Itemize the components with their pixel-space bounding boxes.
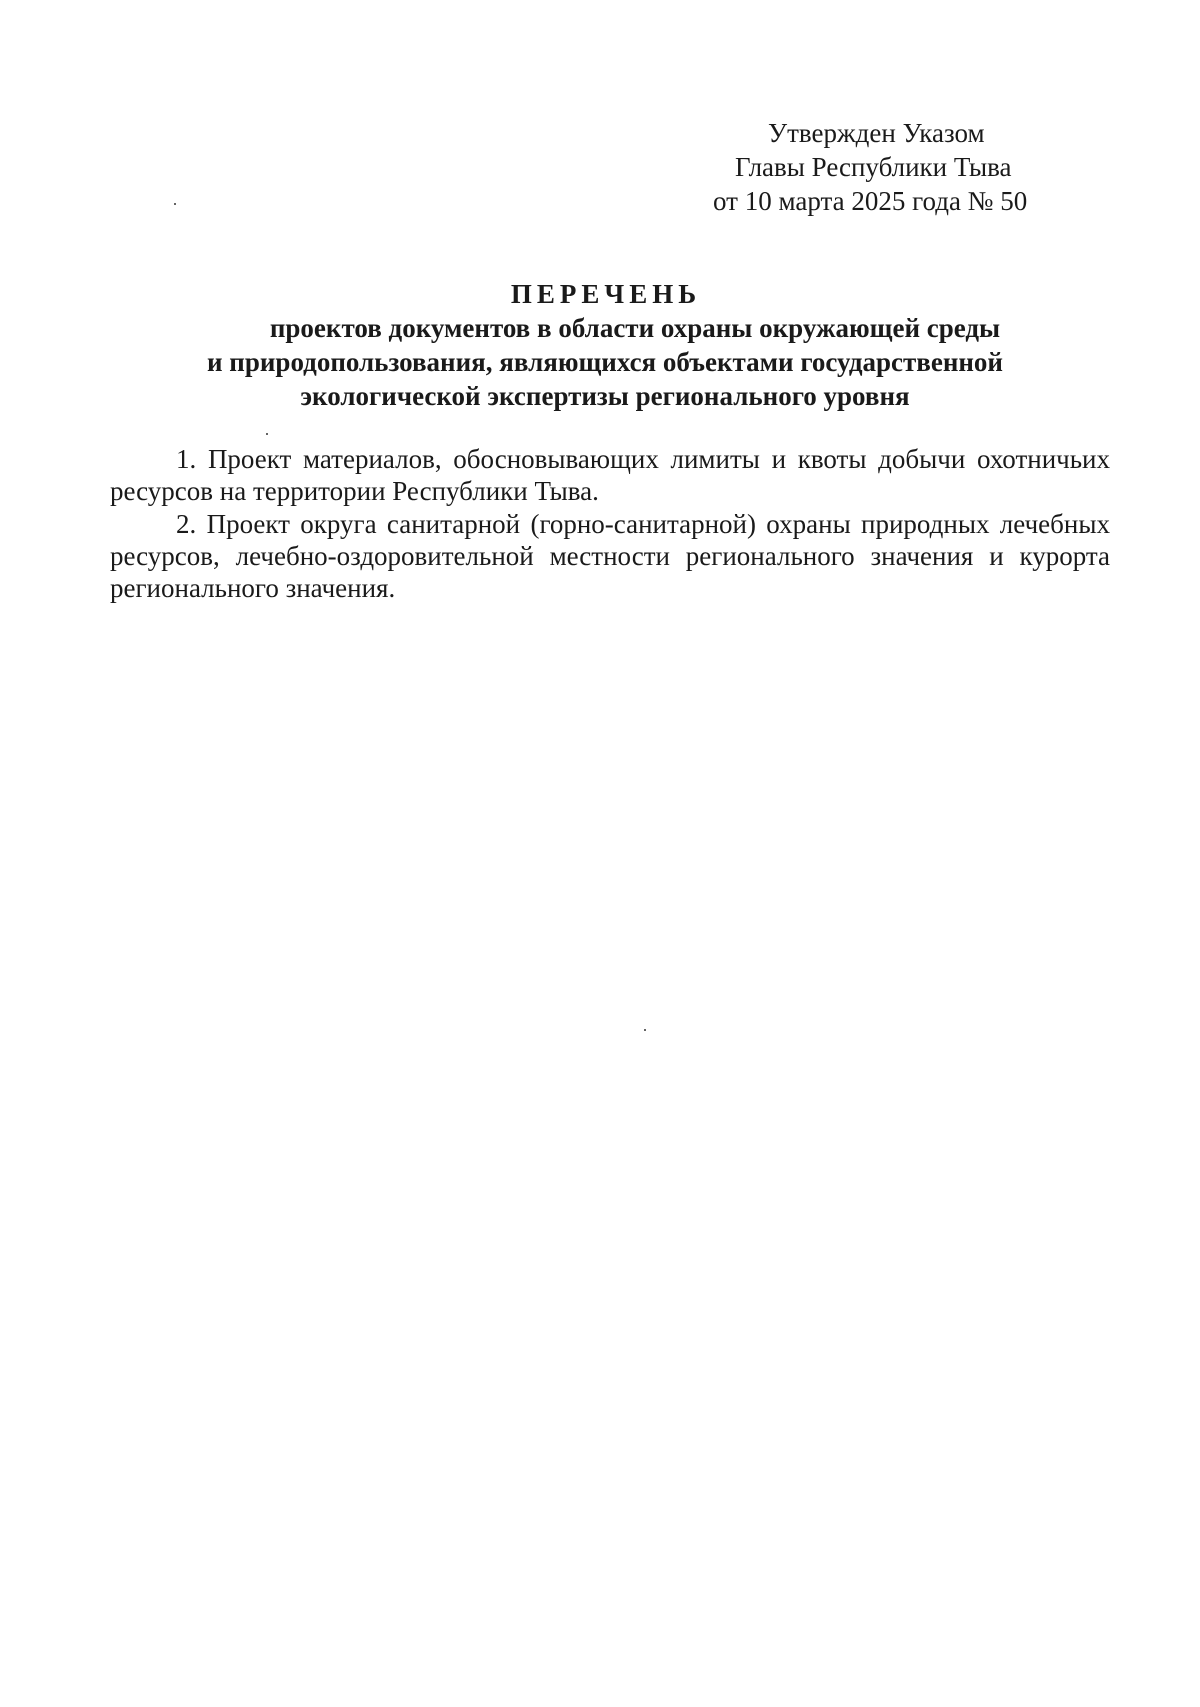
approval-line-3: от 10 марта 2025 года № 50 — [713, 186, 1028, 216]
scan-speck — [644, 1029, 646, 1031]
document-title — [110, 277, 1100, 413]
approval-line-2: Главы Республики Тыва — [735, 152, 1012, 182]
title-heading: ПЕРЕЧЕНЬ — [510, 279, 702, 309]
approval-stamp — [700, 116, 1120, 218]
scan-speck — [266, 433, 268, 435]
list-item: 1. Проект материалов, обосновывающих лимиты и квоты добычи охотничьих ресурсов на территории Республики Тыва. — [110, 444, 1110, 506]
list-item: 2. Проект округа санитарной (горно-санитарной) охраны природных лечебных ресурсов, лечебно-оздоровительной местности регионального значения и курорта регионального значения. — [110, 509, 1110, 603]
approval-line-1: Утвержден Указом — [768, 118, 985, 148]
document-body — [110, 443, 1110, 605]
scan-speck — [174, 203, 176, 205]
title-line-1: проектов документов в области охраны окружающей среды — [269, 313, 1001, 343]
title-line-2: и природопользования, являющихся объектами государственной — [207, 347, 1003, 377]
title-line-3: экологической экспертизы регионального уровня — [300, 381, 910, 411]
